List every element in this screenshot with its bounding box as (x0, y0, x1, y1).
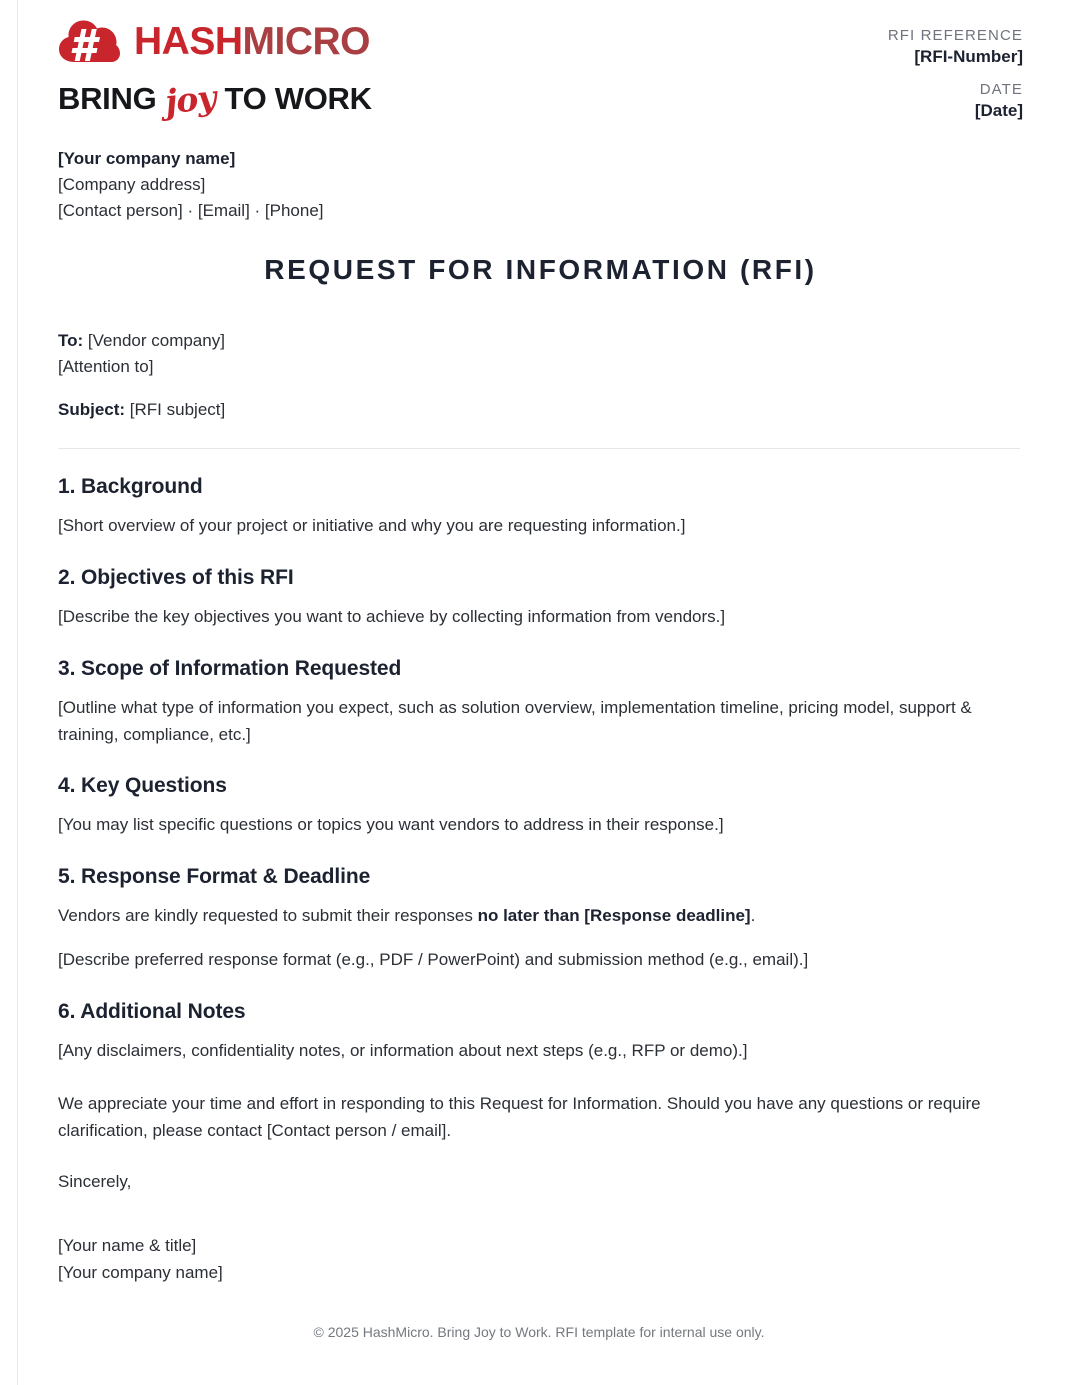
closing-block (58, 1091, 1023, 1196)
tagline-to-work: TO WORK (224, 81, 372, 116)
closing-paragraph: We appreciate your time and effort in responding to this Request for Information. Should you have any questions or require clarification, please contact [Contact person / email]. (58, 1093, 981, 1140)
brand-tagline (58, 77, 528, 122)
section-body: [Describe the key objectives you want to achieve by collecting information from vendors.] (58, 606, 726, 626)
document-footer: © 2025 HashMicro. Bring Joy to Work. RFI template for internal use only. (313, 1324, 765, 1341)
section-background (58, 475, 1023, 540)
cloud-hash-icon (58, 18, 120, 64)
header-divider (58, 448, 1020, 449)
sender-company-address: [Company address] (58, 175, 206, 195)
document-meta-block (888, 18, 1023, 122)
document-content (58, 0, 1023, 1340)
section-scope (58, 657, 1023, 749)
tagline-bring: BRING (58, 81, 157, 116)
document-header (58, 0, 1023, 122)
section-response-format (58, 865, 1023, 974)
rfi-reference-label: RFI REFERENCE (887, 27, 1023, 44)
sender-company-name: [Your company name] (58, 149, 236, 169)
signature-block (58, 1233, 1023, 1286)
section-body-format: [Describe preferred response format (e.g., PDF / PowerPoint) and submission method (e.g., email).] (58, 950, 809, 970)
wordmark-micro: MICRO (242, 19, 371, 63)
section-key-questions (58, 774, 1023, 839)
page-edge-line (17, 0, 18, 1385)
sender-contact-line: [Contact person] · [Email] · [Phone] (58, 201, 324, 221)
recipient-block (58, 328, 1023, 423)
deadline-suffix: . (750, 906, 756, 926)
date-label: DATE (979, 81, 1023, 99)
section-heading: 3. Scope of Information Requested (58, 656, 402, 680)
section-heading: 4. Key Questions (58, 774, 227, 798)
section-body-deadline (58, 903, 1003, 930)
signature-company: [Your company name] (58, 1262, 223, 1282)
to-label: To: (58, 330, 84, 350)
section-heading: 2. Objectives of this RFI (58, 565, 294, 589)
deadline-prefix: Vendors are kindly requested to submit their responses (58, 906, 478, 926)
subject-value: [RFI subject] (129, 399, 226, 419)
section-body: [Any disclaimers, confidentiality notes, or information about next steps (e.g., RFP or demo).] (58, 1041, 748, 1060)
recipient-attention: [Attention to] (58, 357, 154, 377)
sender-company-info (58, 146, 1023, 223)
rfi-reference-value: [RFI-Number] (914, 46, 1023, 66)
section-heading: 1. Background (58, 474, 203, 498)
subject-line (58, 397, 1023, 423)
section-body: [Outline what type of information you expect, such as solution overview, implementation timeline, pricing model, support & training, compliance, etc.] (58, 697, 972, 744)
closing-sincerely: Sincerely, (58, 1171, 132, 1191)
subject-label: Subject: (58, 399, 126, 419)
tagline-joy-script: joy (163, 77, 218, 122)
signature-name-title: [Your name & title] (58, 1236, 197, 1256)
hashmicro-wordmark (134, 19, 371, 63)
section-body: [You may list specific questions or topics you want vendors to address in their response.] (58, 815, 724, 835)
section-heading: 6. Additional Notes (58, 1000, 246, 1023)
brand-block (58, 18, 528, 122)
recipient-to-line (58, 328, 1023, 354)
page-title: REQUEST FOR INFORMATION (RFI) (264, 253, 817, 285)
section-body: [Short overview of your project or initiative and why you are requesting information.] (58, 515, 686, 535)
date-value: [Date] (974, 101, 1023, 121)
section-additional-notes (58, 1000, 1023, 1065)
wordmark-hash: HASH (134, 19, 243, 63)
logo-row (58, 18, 528, 64)
section-heading: 5. Response Format & Deadline (58, 865, 371, 889)
deadline-bold: no later than [Response deadline] (477, 906, 751, 926)
to-value: [Vendor company] (87, 330, 225, 350)
section-objectives (58, 566, 1023, 631)
